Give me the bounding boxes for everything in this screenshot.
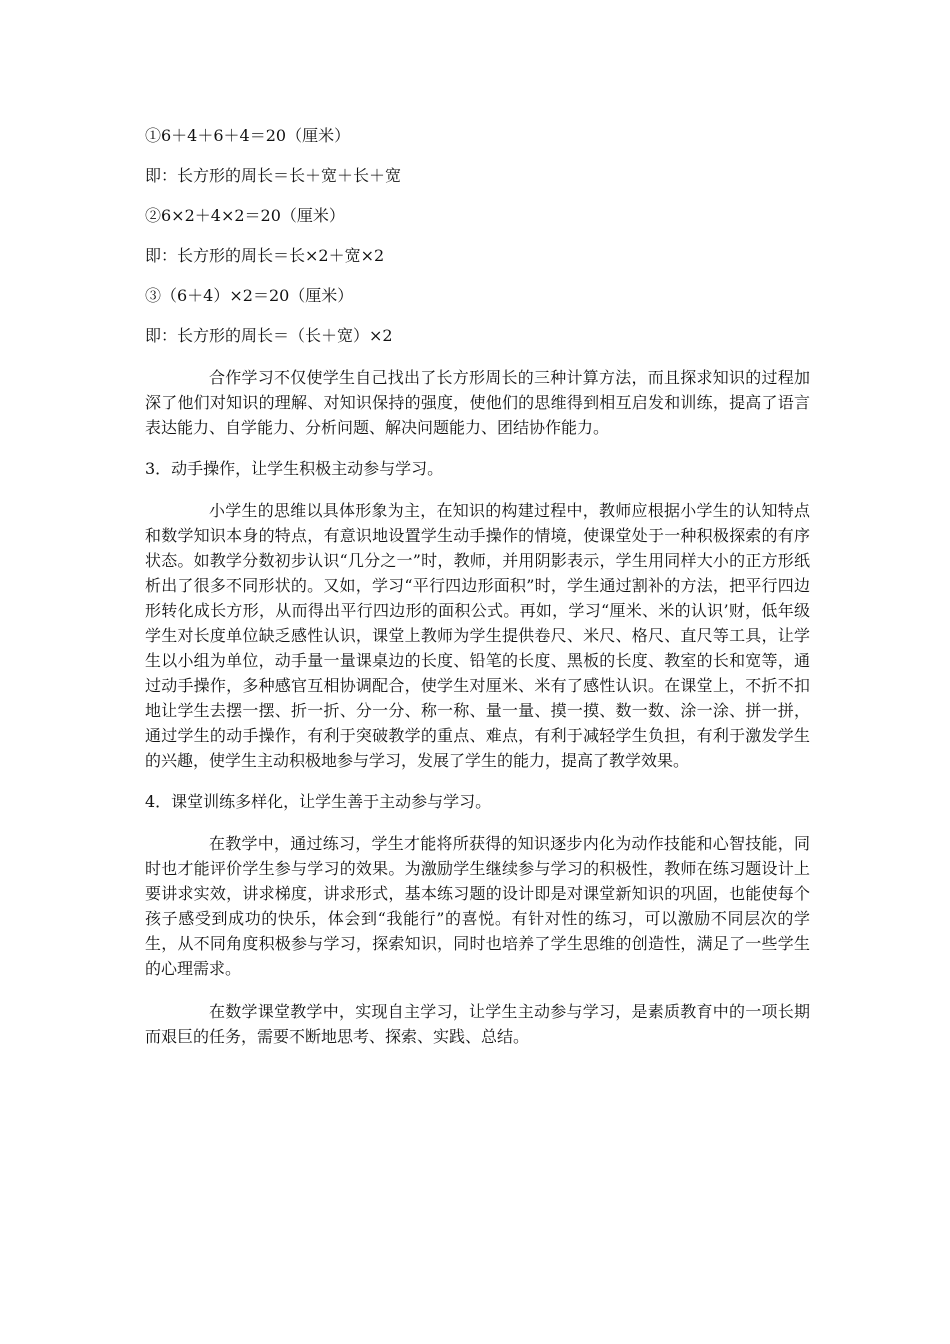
formula-line-3: ③（6＋4）×2＝20（厘米） <box>145 286 354 305</box>
formula-line-2: ②6×2＋4×2＝20（厘米） <box>145 206 345 225</box>
formula-line-1: ①6＋4＋6＋4＝20（厘米） <box>145 126 351 145</box>
section-heading-3: 3．动手操作，让学生积极主动参与学习。 <box>145 459 444 478</box>
formula-result-2: 即：长方形的周长＝长×2＋宽×2 <box>145 246 385 265</box>
paragraph-practice: 在教学中，通过练习，学生才能将所获得的知识逐步内化为动作技能和心智技能，同时也才能评价学生参与学习的效果。为激励学生继续参与学习的积极性，教师在练习题设计上要讲求实效，讲求梯度，讲求形式，基本练习题的设计即是对课堂新知识的巩固，也能使每个孩子感受到成功的快乐，体会到“我能行”的喜悦。有针对性的练习，可以激励不同层次的学生，从不同角度积极参与学习，探索知识，同时也培养了学生思维的创造性，满足了一些学生的心理需求。 <box>145 834 810 978</box>
section-heading-4: 4．课堂训练多样化，让学生善于主动参与学习。 <box>145 792 492 811</box>
paragraph-hands-on: 小学生的思维以具体形象为主，在知识的构建过程中，教师应根据小学生的认知特点和数学知识本身的特点，有意识地设置学生动手操作的情境，使课堂处于一种积极探索的有序状态。如教学分数初步认识“几分之一”时，教师，并用阴影表示，学生用同样大小的正方形纸析出了很多不同形状的。又如，学习“平行四边形面积”时，学生通过割补的方法，把平行四边形转化成长方形，从而得出平行四边形的面积公式。再如，学习“厘米、米的认识’财，低年级学生对长度单位缺乏感性认识，课堂上教师为学生提供卷尺、米尺、格尺、直尺等工具，让学生以小组为单位，动手量一量课桌边的长度、铅笔的长度、黑板的长度、教室的长和宽等，通过动手操作，多种感官互相协调配合，使学生对厘米、米有了感性认识。在课堂上，不折不扣地让学生去摆一摆、折一折、分一分、称一称、量一量、摸一摸、数一数、涂一涂、拼一拼，通过学生的动手操作，有利于突破教学的重点、难点，有利于减轻学生负担，有利于激发学生的兴趣，使学生主动积极地参与学习，发展了学生的能力，提高了教学效果。 <box>145 501 810 770</box>
formula-result-3: 即：长方形的周长＝（长＋宽）×2 <box>145 326 393 345</box>
paragraph-cooperative-learning: 合作学习不仅使学生自己找出了长方形周长的三种计算方法，而且探求知识的过程加深了他们对知识的理解、对知识保持的强度，使他们的思维得到相互启发和训练，提高了语言表达能力、自学能力、分析问题、解决问题能力、团结协作能力。 <box>145 368 810 437</box>
document-body <box>145 125 810 1067</box>
paragraph-conclusion: 在数学课堂教学中，实现自主学习，让学生主动参与学习，是素质教育中的一项长期而艰巨的任务，需要不断地思考、探索、实践、总结。 <box>145 1002 810 1046</box>
formula-result-1: 即：长方形的周长＝长＋宽＋长＋宽 <box>145 166 402 185</box>
